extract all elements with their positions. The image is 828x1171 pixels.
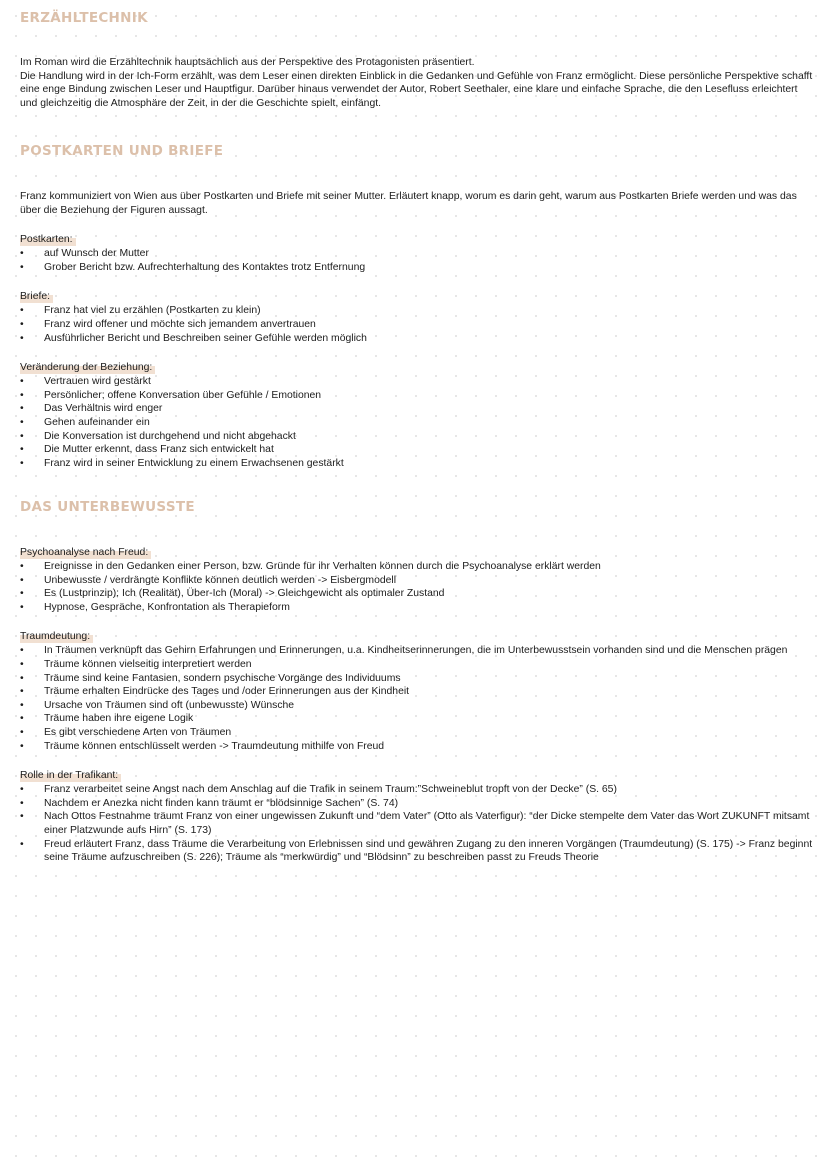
paragraph-body: Die Handlung wird in der Ich-Form erzählt, was dem Leser einen direkten Einblick in die Gedanken und Gefühle von Franz ermöglicht. Diese persönliche Perspektive schafft eine enge Bindung zwischen Leser und Hauptfigur. Darüber hinaus verwendet der Autor, Robert Seethaler, eine klare und einfache Sprache, die den Lesefluss erleichtert und gleichzeitig die Atmosphäre der Zeit, in der die Geschichte spielt, einfängt.	[20, 70, 813, 109]
list-item: • Ereignisse in den Gedanken einer Person, bzw. Gründe für ihr Verhalten können durch die Psychoanalyse erklärt werden	[20, 560, 814, 574]
list-item: • Franz wird in seiner Entwicklung zu einem Erwachsenen gestärkt	[20, 457, 814, 471]
group-traumdeutung	[20, 626, 814, 753]
list-item: • Es gibt verschiedene Arten von Träumen	[20, 726, 814, 740]
list-item: • Franz verarbeitet seine Angst nach dem Anschlag auf die Trafik in seinem Traum:”Schweineblut tropft von der Decke” (S. 65)	[20, 783, 814, 797]
group-postkarten	[20, 229, 814, 274]
group-label: Postkarten:	[20, 233, 76, 247]
group-label: Briefe:	[20, 290, 53, 304]
group-rolle-trafikant	[20, 765, 814, 865]
bullet-list	[20, 783, 814, 865]
list-item: • Vertrauen wird gestärkt	[20, 375, 814, 389]
list-item: • Träume können entschlüsselt werden -> Traumdeutung mithilfe von Freud	[20, 740, 814, 754]
list-item: • Träume haben ihre eigene Logik	[20, 712, 814, 726]
list-item: • Franz wird offener und möchte sich jemandem anvertrauen	[20, 318, 814, 332]
list-item: • Grober Bericht bzw. Aufrechterhaltung des Kontaktes trotz Entfernung	[20, 261, 814, 275]
list-item: • Hypnose, Gespräche, Konfrontation als Therapieform	[20, 601, 814, 615]
list-item: • Die Mutter erkennt, dass Franz sich entwickelt hat	[20, 443, 814, 457]
group-label: Veränderung der Beziehung:	[20, 361, 155, 375]
list-item: • Freud erläutert Franz, dass Träume die Verarbeitung von Erlebnissen sind und gewähren Zugang zu den inneren Vorgängen (Traumdeutung) (S. 175) -> Franz beginnt seine Träume aufzuschreiben (S. 226); Träume als “merkwürdig” und “Blödsinn” zu beschreiben passt zu Freuds Theorie	[20, 838, 814, 865]
bullet-list	[20, 644, 814, 753]
list-item: • Ausführlicher Bericht und Beschreiben seiner Gefühle werden möglich	[20, 332, 814, 346]
list-item: • Franz hat viel zu erzählen (Postkarten zu klein)	[20, 304, 814, 318]
section-erzaehltechnik	[20, 10, 814, 110]
group-label: Traumdeutung:	[20, 630, 93, 644]
section-unterbewusste	[20, 499, 814, 865]
list-item: • Das Verhältnis wird enger	[20, 402, 814, 416]
bullet-list	[20, 375, 814, 470]
paragraph-intro: Im Roman wird die Erzähltechnik hauptsächlich aus der Perspektive des Protagonisten präsentiert.	[20, 57, 475, 68]
list-item: • Träume sind keine Fantasien, sondern psychische Vorgänge des Individuums	[20, 672, 814, 686]
list-item: • Unbewusste / verdrängte Konflikte können deutlich werden -> Eisbergmodell	[20, 574, 814, 588]
bullet-list	[20, 304, 814, 345]
list-item: • In Träumen verknüpft das Gehirn Erfahrungen und Erinnerungen, u.a. Kindheitserinnerungen, die im Unterbewusstsein vorhanden sind und die Menschen prägen	[20, 644, 814, 658]
group-briefe	[20, 286, 814, 345]
list-item: • Es (Lustprinzip); Ich (Realität), Über-Ich (Moral) -> Gleichgewicht als optimaler Zustand	[20, 587, 814, 601]
group-label: Rolle in der Trafikant:	[20, 769, 121, 783]
section-heading: DAS UNTERBEWUSSTE	[20, 499, 195, 515]
section-heading: ERZÄHLTECHNIK	[20, 10, 148, 26]
section-heading: POSTKARTEN UND BRIEFE	[20, 143, 224, 159]
group-psychoanalyse	[20, 542, 814, 614]
list-item: • Träume können vielseitig interpretiert werden	[20, 658, 814, 672]
list-item: • Persönlicher; offene Konversation über Gefühle / Emotionen	[20, 389, 814, 403]
list-item: • Gehen aufeinander ein	[20, 416, 814, 430]
paragraph-intro: Franz kommuniziert von Wien aus über Postkarten und Briefe mit seiner Mutter. Erläutert knapp, worum es darin geht, warum aus Postkarten Briefe werden und was das über die Beziehung der Figuren aussagt.	[20, 191, 797, 216]
list-item: • auf Wunsch der Mutter	[20, 247, 814, 261]
bullet-list	[20, 247, 814, 274]
list-item: • Ursache von Träumen sind oft (unbewusste) Wünsche	[20, 699, 814, 713]
section-postkarten-briefe	[20, 143, 814, 470]
bullet-list	[20, 560, 814, 614]
list-item: • Nach Ottos Festnahme träumt Franz von einer ungewissen Zukunft und “dem Vater” (Otto als Vaterfigur): “der Dicke stempelte dem Vater das Wort ZUKUNFT mitsamt einer Platzwunde aufs Hirn” (S. 173)	[20, 810, 814, 837]
list-item: • Träume erhalten Eindrücke des Tages und /oder Erinnerungen aus der Kindheit	[20, 685, 814, 699]
group-label: Psychoanalyse nach Freud:	[20, 546, 151, 560]
list-item: • Die Konversation ist durchgehend und nicht abgehackt	[20, 430, 814, 444]
list-item: • Nachdem er Anezka nicht finden kann träumt er “blödsinnige Sachen” (S. 74)	[20, 797, 814, 811]
group-veraenderung	[20, 357, 814, 470]
